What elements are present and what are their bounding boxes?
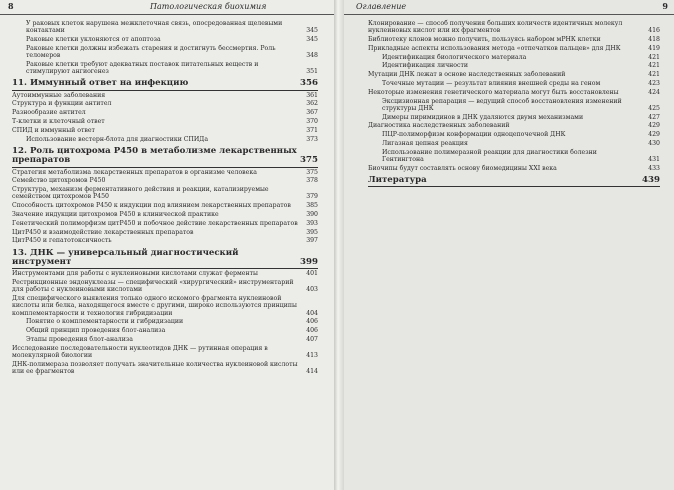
toc-entry-title: Раковые клетки требуют адекватных поставок питательных веществ и стимулируют ангиогенез [26, 60, 259, 75]
toc-entry-page: 427 [648, 113, 660, 121]
toc-entry-title: Способность цитохромов Р450 к индукции под влиянием лекарственных препаратов [12, 202, 291, 210]
toc-entry-page: 403 [306, 286, 318, 294]
right-running-head [338, 0, 674, 15]
toc-entry-page: 348 [306, 52, 318, 59]
toc-entry [368, 89, 660, 96]
toc-entry [12, 169, 318, 176]
toc-entry-page: 393 [306, 219, 318, 227]
toc-entry-title: 11. Иммунный ответ на инфекцию [12, 78, 189, 89]
toc-entry-title: Понятие о комплементарности и гибридизации [26, 318, 184, 326]
toc-entry-title: Прикладные аспекты использования метода «отпечатков пальцев» для ДНК [368, 44, 621, 52]
toc-entry-title: Литература [368, 174, 427, 185]
toc-entry-page: 373 [306, 135, 318, 143]
toc-entry-page: 418 [648, 36, 660, 43]
toc-entry-title: Аутоиммунные заболевания [12, 91, 106, 99]
right-running-title: Оглавление [356, 2, 407, 11]
toc-entry-title: Рестрикционные эндонуклеазы — специфический «хирургический» инструментарий для работы с нуклеиновыми кислотами [12, 279, 294, 294]
toc-entry [12, 202, 318, 209]
toc-entry-title: Общий принцип проведения блот-анализа [26, 327, 166, 335]
toc-entry-page: 362 [306, 100, 318, 108]
right-page [338, 0, 674, 490]
toc-entry-title: Лигазная цепная реакция [382, 139, 468, 147]
toc-entry-page: 421 [648, 71, 660, 79]
toc-chapter-entry [12, 147, 318, 168]
toc-entry [368, 140, 660, 147]
toc-entry-page: 421 [648, 62, 660, 70]
toc-entry [12, 177, 318, 184]
toc-entry [12, 20, 318, 34]
toc-entry-title: Биочипы будут составлять основу биомедицины XXI века [368, 164, 557, 172]
toc-entry-page: 416 [648, 27, 660, 35]
toc-entry-page: 356 [300, 78, 318, 89]
toc-entry-title: Разнообразие антител [12, 109, 86, 117]
toc-entry [12, 229, 318, 236]
toc-entry-title: Значение индукции цитохромов Р450 в клинической практике [12, 211, 219, 218]
toc-entry [12, 295, 318, 317]
toc-entry-title: 12. Роль цитохрома Р450 в метаболизме лекарственных препаратов [12, 145, 297, 166]
toc-entry [368, 149, 660, 163]
toc-entry-page: 425 [648, 104, 660, 112]
toc-entry [368, 98, 660, 112]
toc-entry [368, 20, 660, 34]
toc-entry-title: Раковые клетки должны избежать старения и достигнуть бессмертия. Роль теломеров [26, 44, 276, 59]
toc-entry [368, 114, 660, 121]
toc-entry-page: 414 [306, 368, 318, 375]
toc-entry-title: Использование полимеразной реакции для диагностики болезни Гентингтона [382, 148, 597, 163]
toc-entry-page: 406 [306, 318, 318, 326]
toc-entry-page: 345 [306, 36, 318, 43]
toc-entry [12, 279, 318, 293]
toc-entry-title: Для специфического выявления только одного искомого фрагмента нуклеиновой кислоты или белка, находящегося вместе с другими, широко используются принципы комплементарности и технология гибридизации [12, 295, 297, 317]
toc-entry-page: 433 [648, 164, 660, 172]
toc-entry-page: 351 [306, 68, 318, 75]
book-gutter [334, 0, 344, 490]
toc-entry-title: Инструментами для работы с нуклеиновыми кислотами служат ферменты [12, 270, 258, 278]
toc-entry-title: ЦитР450 и гепатотоксичность [12, 237, 112, 245]
toc-entry-page: 413 [306, 352, 318, 359]
toc-entry-page: 395 [306, 228, 318, 236]
left-running-title: Патологическая биохимия [150, 2, 267, 11]
toc-entry-page: 423 [648, 79, 660, 87]
toc-entry [12, 327, 318, 334]
toc-entry [12, 220, 318, 227]
toc-entry-title: Идентификация личности [382, 62, 469, 70]
toc-entry-title: 13. ДНК — универсальный диагностический инструмент [12, 247, 239, 267]
toc-entry-title: Этапы проведения блот-анализа [26, 336, 133, 343]
toc-entry-title: Мутации ДНК лежат в основе наследственных заболеваний [368, 71, 566, 79]
toc-entry-page: 424 [648, 88, 660, 96]
toc-entry-title: Точечные мутации — результат влияния внешней среды на геном [382, 79, 601, 87]
toc-entry-title: У раковых клеток нарушена межклеточная связь, опосредованная щелевыми контактами [26, 20, 283, 35]
toc-entry-title: Генетический полиморфизм цитР450 и побочное действие лекарственных препаратов [12, 219, 298, 227]
toc-entry-page: 370 [306, 118, 318, 125]
toc-entry [368, 62, 660, 69]
toc-entry [368, 54, 660, 61]
toc-entry [12, 92, 318, 99]
toc-entry-title: Семейство цитохромов Р450 [12, 177, 106, 185]
toc-chapter-entry [12, 79, 318, 90]
toc-entry-page: 419 [648, 44, 660, 52]
left-running-head [0, 0, 338, 15]
toc-entry-page: 379 [306, 193, 318, 201]
toc-entry-page: 429 [648, 131, 660, 139]
toc-entry [368, 122, 660, 129]
toc-entry-page: 390 [306, 211, 318, 218]
toc-entry-page: 375 [300, 155, 318, 166]
toc-entry-page: 431 [648, 155, 660, 163]
toc-entry [12, 109, 318, 116]
right-page-number: 9 [662, 1, 668, 11]
toc-entry [12, 186, 318, 200]
toc-entry-title: Т-клетки и клеточный ответ [12, 118, 105, 125]
toc-entry-page: 345 [306, 27, 318, 35]
toc-entry-page: 407 [306, 336, 318, 343]
toc-entry-page: 375 [306, 168, 318, 176]
toc-entry [12, 127, 318, 134]
toc-entry-title: ЦитР450 и взаимодействие лекарственных препаратов [12, 228, 194, 236]
toc-entry-title: Стратегия метаболизма лекарственных препаратов в организме человека [12, 168, 257, 176]
toc-entry-title: Идентификация биологического материала [382, 53, 527, 61]
toc-entry-title: Структура, механизм ферментативного действия и реакции, катализируемые семейством цитохромов Р450 [12, 186, 269, 201]
left-page-number: 8 [8, 1, 14, 11]
toc-entry [368, 71, 660, 78]
toc-entry-page: 378 [306, 177, 318, 185]
toc-entry [12, 237, 318, 244]
toc-entry-page: 385 [306, 202, 318, 210]
toc-entry-title: СПИД и иммунный ответ [12, 126, 95, 134]
toc-entry [12, 270, 318, 277]
toc-entry-title: Библиотеку клонов можно получить, пользуясь набором мРНК клетки [368, 36, 601, 43]
toc-entry [12, 45, 318, 59]
toc-entry [12, 345, 318, 359]
toc-entry-title: Диагностика наследственных заболеваний [368, 122, 510, 130]
toc-entry-title: Использование вестерн-блота для диагностики СПИДа [26, 135, 209, 143]
toc-entry [12, 136, 318, 143]
toc-entry [368, 45, 660, 52]
toc-chapter-entry [368, 176, 660, 187]
toc-entry [368, 165, 660, 172]
toc-entry [12, 361, 318, 375]
toc-entry [368, 80, 660, 87]
toc-entry [368, 36, 660, 43]
toc-entry-title: Клонирование — способ получения больших количеств идентичных молекул нуклеиновых кислот или их фрагментов [368, 20, 623, 35]
toc-entry-title: Исследование последовательности нуклеотидов ДНК — рутинная операция в молекулярной биологии [12, 344, 268, 359]
toc-entry [12, 336, 318, 343]
right-toc [368, 20, 660, 188]
toc-entry-page: 406 [306, 327, 318, 335]
toc-entry-page: 404 [306, 309, 318, 317]
toc-entry-page: 371 [306, 126, 318, 134]
toc-entry-page: 399 [300, 257, 318, 267]
toc-entry-title: Некоторые изменения генетического материала могут быть восстановлены [368, 88, 619, 96]
toc-entry-page: 430 [648, 139, 660, 147]
toc-entry [12, 118, 318, 125]
toc-entry-title: Структура и функции антител [12, 100, 112, 108]
toc-entry-title: Эксцизионная репарация — ведущий способ восстановления изменений структуры ДНК [382, 97, 622, 112]
toc-entry [12, 318, 318, 325]
toc-entry-page: 421 [648, 53, 660, 61]
toc-entry-page: 439 [642, 174, 660, 185]
toc-entry-page: 429 [648, 122, 660, 130]
toc-entry [12, 61, 318, 75]
toc-entry [12, 211, 318, 218]
left-toc [12, 20, 318, 377]
toc-entry-page: 401 [306, 270, 318, 278]
toc-entry-title: ПЦР-полиморфизм конформации одноцепочечной ДНК [382, 131, 566, 139]
toc-entry-title: Раковые клетки уклоняются от апоптоза [26, 36, 161, 43]
toc-entry [12, 100, 318, 107]
toc-chapter-entry [12, 249, 318, 270]
toc-entry [368, 131, 660, 138]
toc-entry [12, 36, 318, 43]
toc-entry-page: 361 [306, 91, 318, 99]
toc-entry-title: Димеры пиримидинов в ДНК удаляются двумя механизмами [382, 113, 584, 121]
toc-entry-title: ДНК-полимераза позволяет получать значительные количества нуклеиновой кислоты или ее фрагментов [12, 360, 298, 375]
toc-entry-page: 397 [306, 237, 318, 245]
toc-entry-page: 367 [306, 109, 318, 117]
